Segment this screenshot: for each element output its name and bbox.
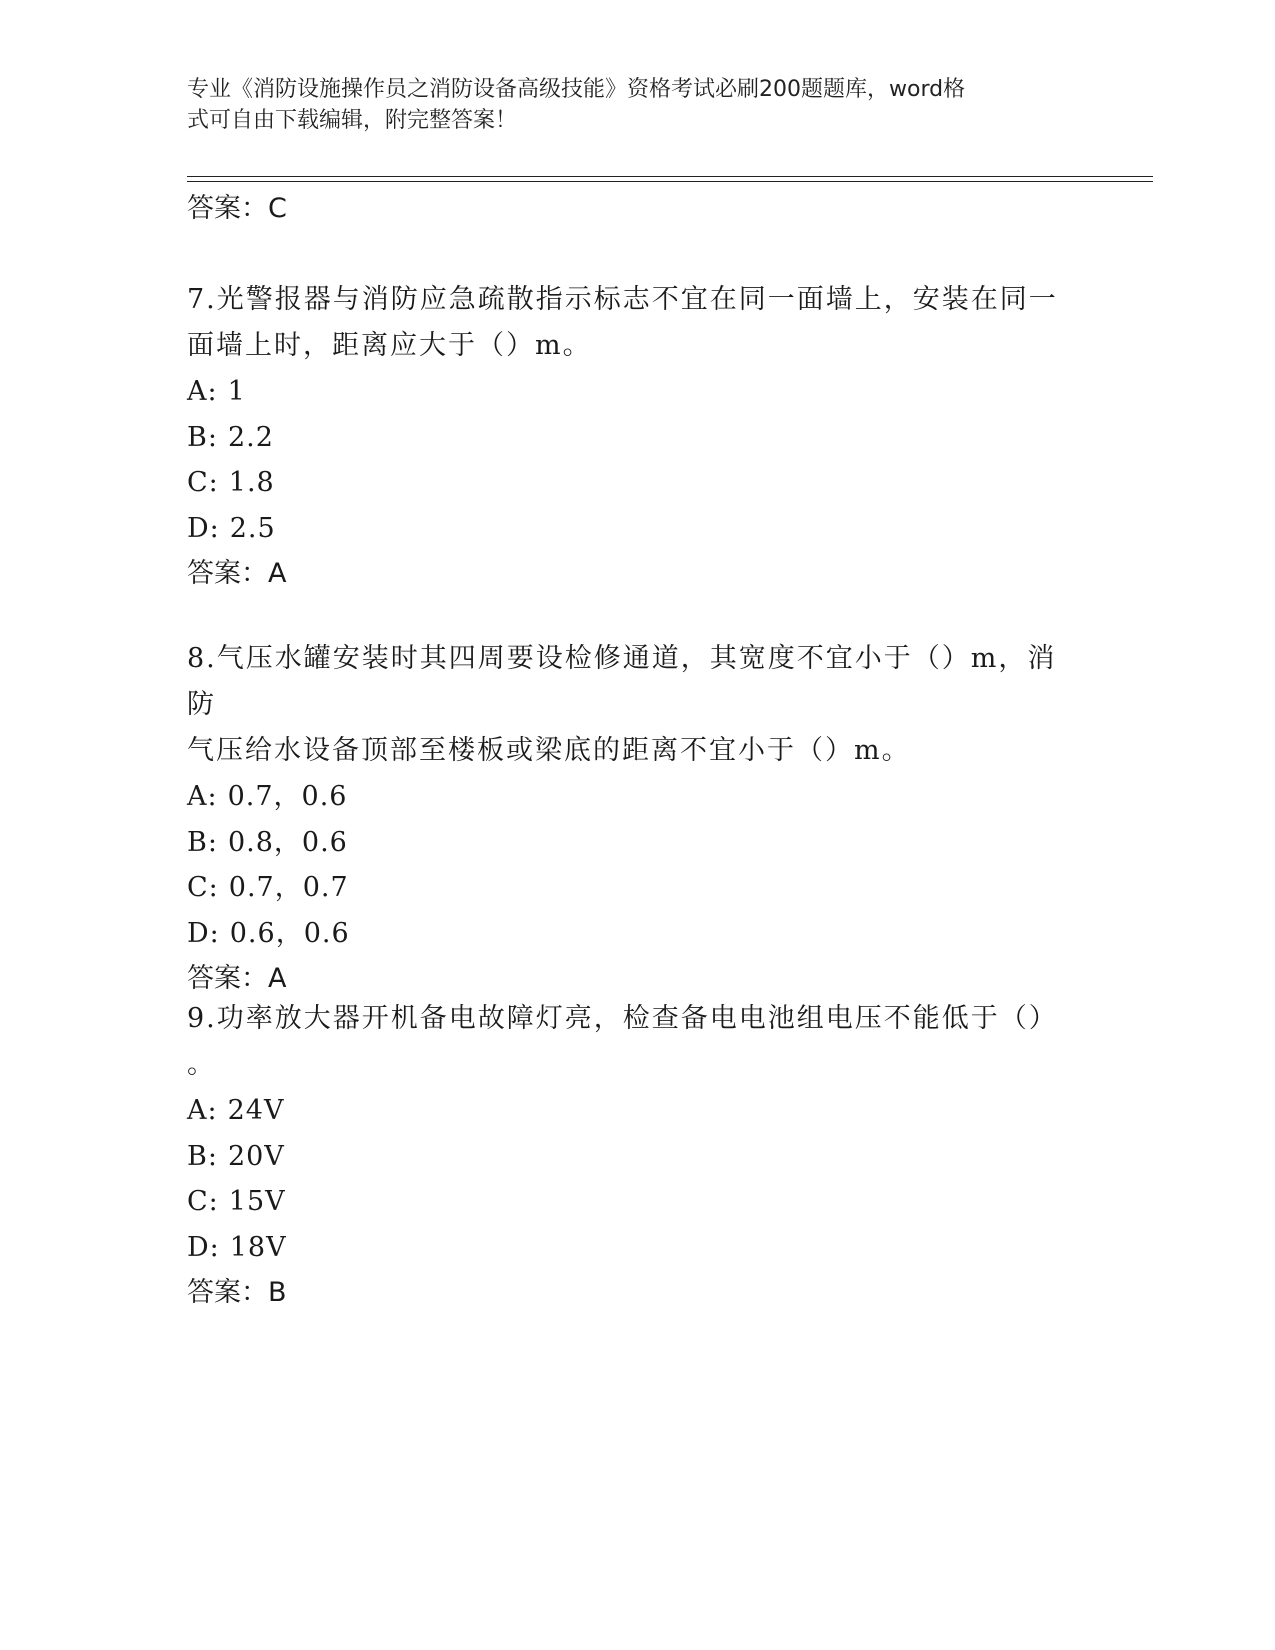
question-7-option-b bbox=[187, 415, 1087, 461]
question-9-answer: 答案：B bbox=[187, 1277, 287, 1308]
option-text: 2.5 bbox=[229, 512, 276, 544]
question-9 bbox=[187, 996, 1087, 1315]
option-key: A: bbox=[187, 781, 218, 812]
question-9-text bbox=[187, 996, 1067, 1088]
question-7-answer: 答案：A bbox=[187, 558, 287, 589]
question-7-option-d bbox=[187, 506, 1087, 552]
option-text: 18V bbox=[229, 1231, 287, 1263]
option-key: C: bbox=[187, 467, 219, 498]
option-key: B: bbox=[187, 1140, 218, 1172]
question-7-text bbox=[187, 277, 1067, 369]
question-9-option-d bbox=[187, 1225, 1087, 1271]
header-divider-top bbox=[187, 176, 1153, 177]
question-8-option-a bbox=[187, 774, 1087, 820]
question-8 bbox=[187, 636, 1087, 1001]
question-9-option-a bbox=[187, 1088, 1087, 1134]
option-key: A: bbox=[187, 1095, 218, 1126]
question-8-option-c bbox=[187, 865, 1087, 911]
question-7-option-c bbox=[187, 460, 1087, 506]
option-key: B: bbox=[187, 826, 218, 858]
option-text: 0.7，0.7 bbox=[228, 872, 349, 903]
question-7-option-a bbox=[187, 369, 1087, 415]
question-9-option-b bbox=[187, 1134, 1087, 1180]
option-key: D: bbox=[187, 512, 220, 544]
question-8-text bbox=[187, 636, 1067, 774]
previous-answer-block bbox=[187, 186, 1087, 231]
header-line-1: 专业《消防设施操作员之消防设备高级技能》资格考试必刷200题题库，word格 bbox=[187, 77, 966, 102]
option-text: 0.7，0.6 bbox=[227, 781, 348, 812]
question-9-line-1: 9.功率放大器开机备电故障灯亮，检查备电电池组电压不能低于（） bbox=[187, 1003, 1058, 1034]
option-key: A: bbox=[187, 376, 218, 407]
option-text: 1.8 bbox=[228, 467, 275, 498]
option-text: 15V bbox=[228, 1186, 286, 1217]
header-line-2: 式可自由下载编辑，附完整答案！ bbox=[187, 108, 518, 133]
question-8-answer: 答案：A bbox=[187, 963, 287, 994]
option-text: 0.8，0.6 bbox=[227, 826, 348, 858]
option-text: 1 bbox=[227, 376, 246, 407]
option-text: 24V bbox=[227, 1095, 285, 1126]
option-text: 0.6，0.6 bbox=[229, 917, 350, 949]
option-key: B: bbox=[187, 421, 218, 453]
question-8-option-b bbox=[187, 820, 1087, 866]
question-8-line-2: 气压给水设备顶部至楼板或梁底的距离不宜小于（）m。 bbox=[187, 735, 911, 766]
option-key: C: bbox=[187, 872, 219, 903]
question-8-line-1: 8.气压水罐安装时其四周要设检修通道，其宽度不宜小于（）m，消防 bbox=[187, 643, 1057, 720]
previous-answer: 答案：C bbox=[187, 193, 287, 224]
question-8-option-d bbox=[187, 911, 1087, 957]
question-7-line-1: 7.光警报器与消防应急疏散指示标志不宜在同一面墙上，安装在同一 bbox=[187, 284, 1058, 315]
option-key: C: bbox=[187, 1186, 219, 1217]
question-9-line-2: 。 bbox=[187, 1049, 216, 1080]
question-7-line-2: 面墙上时，距离应大于（）m。 bbox=[187, 330, 592, 361]
question-7 bbox=[187, 277, 1087, 596]
question-9-option-c bbox=[187, 1179, 1087, 1225]
option-key: D: bbox=[187, 917, 220, 949]
option-text: 2.2 bbox=[227, 421, 274, 453]
option-key: D: bbox=[187, 1231, 220, 1263]
document-header bbox=[187, 74, 1067, 136]
header-divider-bottom bbox=[187, 181, 1153, 182]
option-text: 20V bbox=[227, 1140, 285, 1172]
